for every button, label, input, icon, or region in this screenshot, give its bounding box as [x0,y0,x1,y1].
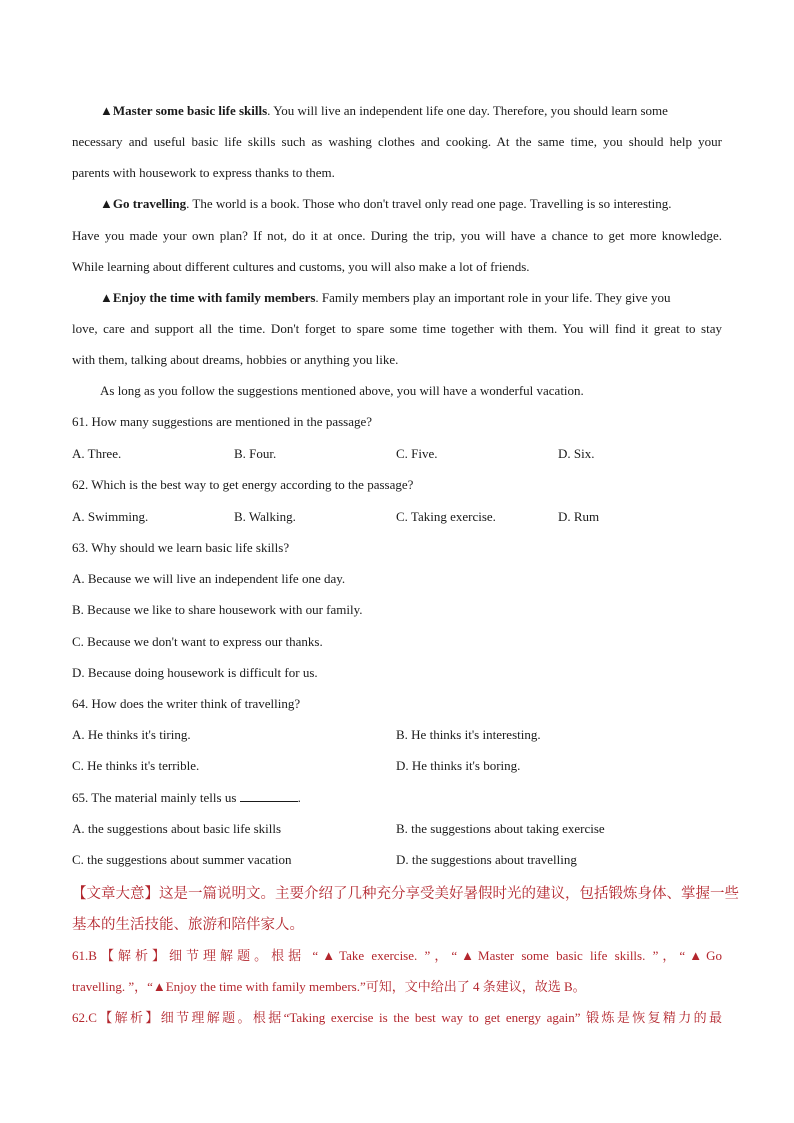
q62-option-d: D. Rum [558,509,600,524]
q62-option-c: C. Taking exercise. [396,509,496,524]
analysis-61-line1: 61.B【解析】细节理解题。根据 “▲Take exercise. ”，“▲Master some basic life skills. ”，“▲Go [72,948,722,963]
q61-option-d: D. Six. [558,446,595,461]
q61-option-a: A. Three. [72,446,122,461]
q65-option-a: A. the suggestions about basic life skills [72,821,282,836]
question-63-stem: 63. Why should we learn basic life skills? [72,540,290,555]
q64-option-c: C. He thinks it's terrible. [72,758,200,773]
passage-p3-line3: with them, talking about dreams, hobbies or anything you like. [72,352,399,367]
passage-p2-line3: While learning about different cultures and customs, you will also make a lot of friends. [72,259,530,274]
q65-option-c: C. the suggestions about summer vacation [72,852,292,867]
passage-closing: As long as you follow the suggestions mentioned above, you will have a wonderful vacation. [100,383,584,398]
q63-option-b: B. Because we like to share housework with our family. [72,602,363,617]
q64-option-b: B. He thinks it's interesting. [396,727,541,742]
q63-option-c: C. Because we don't want to express our thanks. [72,634,323,649]
q65-option-d: D. the suggestions about travelling [396,852,577,867]
passage-p1-line2: necessary and useful basic life skills such as washing clothes and cooking. At the same time, you should help your [72,134,722,149]
analysis-summary-line2: 基本的生活技能、旅游和陪伴家人。 [72,917,304,933]
q61-option-b: B. Four. [234,446,277,461]
q63-option-d: D. Because doing housework is difficult for us. [72,665,318,680]
q65-option-b: B. the suggestions about taking exercise [396,821,605,836]
passage-p1-line3: parents with housework to express thanks to them. [72,165,335,180]
q63-option-a: A. Because we will live an independent life one day. [72,571,346,586]
answer-blank [240,790,298,802]
question-61-stem: 61. How many suggestions are mentioned in the passage? [72,414,373,429]
passage-p2-line2: Have you made your own plan? If not, do it at once. During the trip, you will have a chance to get more knowledge. [72,228,722,243]
passage-p1-line1: ▲Master some basic life skills. You will live an independent life one day. Therefore, you should learn some [100,103,668,118]
question-64-stem: 64. How does the writer think of travelling? [72,696,301,711]
passage-p3-line1: ▲Enjoy the time with family members. Family members play an important role in your life. They give you [100,290,671,305]
p1-marker: ▲Master some basic life skills [100,103,268,118]
q62-option-b: B. Walking. [234,509,296,524]
p3-marker: ▲Enjoy the time with family members [100,290,316,305]
question-65-stem: 65. The material mainly tells us . [72,790,301,805]
q61-option-c: C. Five. [396,446,438,461]
analysis-61-line2: travelling. ”，“▲Enjoy the time with family members.”可知，文中给出了 4 条建议，故选 B。 [72,979,586,994]
q64-option-a: A. He thinks it's tiring. [72,727,191,742]
analysis-summary-line1: 【文章大意】这是一篇说明文。主要介绍了几种充分享受美好暑假时光的建议，包括锻炼身体、掌握一些 [72,886,739,902]
q64-option-d: D. He thinks it's boring. [396,758,521,773]
q62-option-a: A. Swimming. [72,509,149,524]
passage-p2-line1: ▲Go travelling. The world is a book. Those who don't travel only read one page. Travelling is so interesting. [100,196,672,211]
p2-marker: ▲Go travelling [100,196,187,211]
passage-p3-line2: love, care and support all the time. Don't forget to spare some time together with them. You will find it great to stay [72,321,722,336]
question-62-stem: 62. Which is the best way to get energy according to the passage? [72,477,414,492]
analysis-62-line1: 62.C【解析】细节理解题。根据“Taking exercise is the best way to get energy again” 锻炼是恢复精力的最 [72,1010,722,1025]
